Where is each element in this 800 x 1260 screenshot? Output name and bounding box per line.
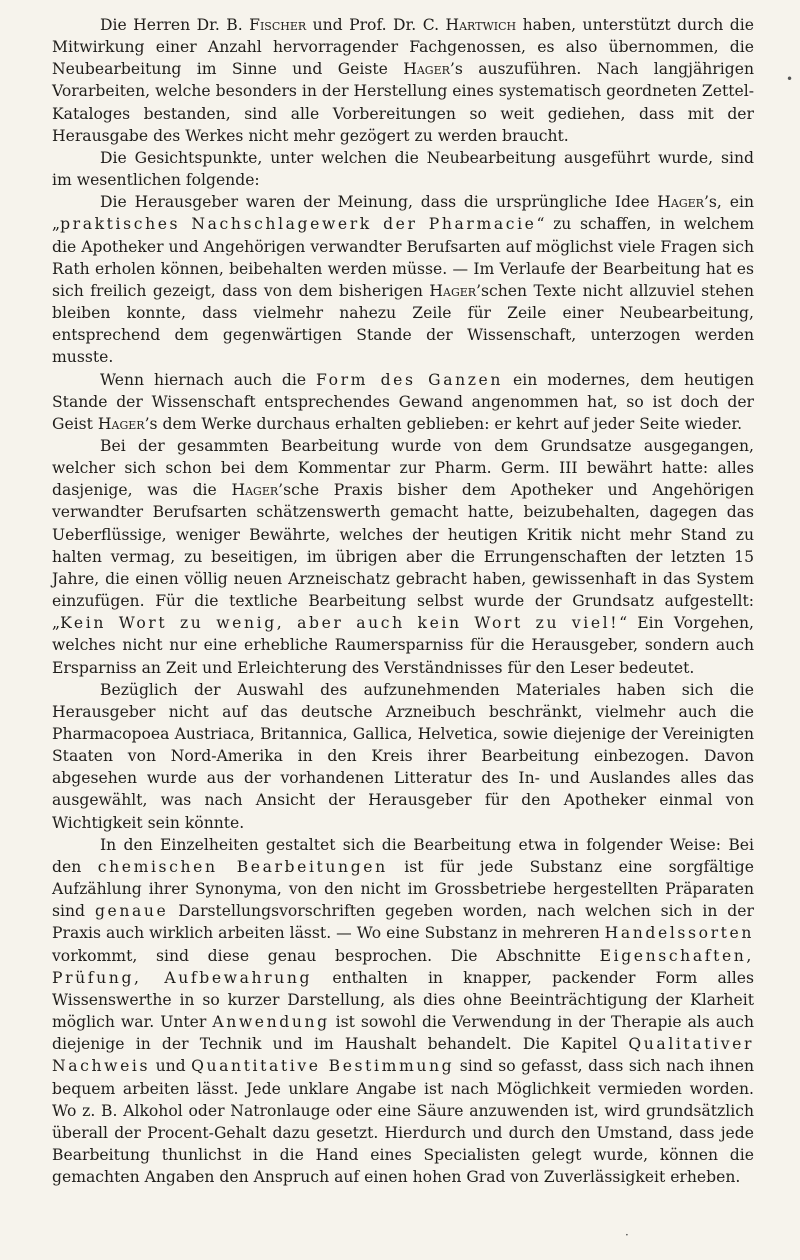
spaced-emphasis: Eigenschaften, Prüfung, Aufbewahrung	[52, 946, 754, 987]
spaced-emphasis: Qualitativer Nachweis	[52, 1035, 754, 1076]
text-run: “ zu schaffen, in welchem die Apotheker und Angehörigen verwandter Berufsarten auf möglichst viele Fragen sich Rath erholen können, beibehalten werden müsse. — Im Verlaufe der Bearbeitung hat es sich freilich gezeigt, dass von dem bisherigen	[52, 215, 754, 300]
text-run: ’s, ein „	[52, 193, 754, 234]
document-body	[52, 14, 754, 1188]
text-run: Wenn hiernach auch die	[100, 370, 317, 389]
text-run: ein modernes, dem heutigen Stande der Wissenschaft entsprechendes Gewand angenommen hat, so ist doch der Geist	[52, 370, 754, 433]
paragraph	[52, 14, 754, 147]
text-run: ist sowohl die Verwendung in der Therapie als auch diejenige in der Technik und im Haushalt behandelt. Die Kapitel	[52, 1013, 755, 1054]
text-run: ’sche Praxis bisher dem Apotheker und Angehörigen verwandter Berufsarten schätzenswerth gemacht hatte, beizubehalten, dagegen das Ueberflüssige, weniger Bewährte, welches der heutigen Kritik nicht mehr Stand zu halten vermag, zu beseitigen, im übrigen aber die Errungenschaften der letzten 15 Jahre, die einen völlig neuen Arzneischatz gebracht haben, gewissenhaft in das System einzufügen. Für die textliche Bearbeitung selbst wurde der Grundsatz aufgestellt: „	[52, 481, 755, 633]
text-run: “ Ein Vorgehen, welches nicht nur eine erhebliche Raumersparniss für die Herausgeber, sondern auch Ersparniss an Zeit und Erleichterung des Verständnisses für den Leser bedeutet.	[52, 614, 755, 677]
small-caps-name: Hager	[429, 281, 477, 300]
text-run: sind so gefasst, dass sich nach ihnen bequem arbeiten lässt. Jede unklare Angabe ist nach Möglichkeit vermieden worden. Wo z. B. Alkohol oder Natronlauge oder eine Säure anzuwenden ist, wird grundsätzlich überall der Procent-Gehalt dazu gesetzt. Hierdurch und durch den Umstand, dass jede Bearbeitung thunlichst in die Hand eines Specialisten gelegt wurde, können die gemachten Angaben den Anspruch auf einen hohen Grad von Zuverlässigkeit erheben.	[52, 1057, 755, 1187]
spaced-emphasis: praktisches Nachschlagewerk der Pharmacie	[60, 215, 537, 234]
spaced-emphasis: Form des Ganzen	[316, 370, 504, 389]
spaced-emphasis: Anwendung	[212, 1013, 330, 1032]
spaced-emphasis: genaue	[94, 902, 169, 921]
paragraph	[52, 147, 754, 191]
text-run: Darstellungsvorschriften gegeben worden, nach welchen sich in der Praxis auch wirklich arbeiten lässt. — Wo eine Substanz in mehreren	[52, 902, 754, 943]
spaced-emphasis: Kein Wort zu wenig, aber auch kein Wort zu viel!	[60, 614, 620, 633]
small-caps-name: Fischer	[249, 16, 307, 34]
paragraph	[52, 369, 754, 435]
text-run: Die Herren Dr. B.	[100, 16, 250, 34]
small-caps-name: Hager	[231, 481, 279, 500]
text-run: Bezüglich der Auswahl des aufzunehmenden Materiales haben sich die Herausgeber nicht auf das deutsche Arzneibuch beschränkt, vielmehr auch die Pharmacopoea Austriaca, Britannica, Gallica, Helvetica, sowie diejenige der Vereinigten Staaten von Nord-Amerika in den Kreis ihrer Bearbeitung einbezogen. Davon abgesehen wurde aus der vorhandenen Litteratur des In- und Auslandes alles das ausgewählt, was nach Ansicht der Herausgeber für den Apotheker einmal von Wichtigkeit sein könnte.	[52, 680, 754, 832]
text-run: ’s dem Werke durchaus erhalten geblieben: er kehrt auf jeder Seite wieder.	[144, 414, 743, 433]
small-caps-name: Hager	[97, 414, 145, 433]
text-run: vorkommt, sind diese genau besprochen. Die Abschnitte	[52, 946, 600, 965]
small-caps-name: Hartwich	[445, 16, 517, 34]
small-caps-name: Hager	[403, 60, 450, 79]
text-run: und	[150, 1057, 192, 1076]
text-run: ist für jede Substanz eine sorgfältige Aufzählung ihrer Synonyma, von den nicht im Grossbetriebe hergestellten Präparaten sind	[52, 857, 754, 921]
spaced-emphasis: Handelssorten	[604, 924, 754, 943]
text-run: Bei der gesammten Bearbeitung wurde von dem Grundsatze ausgegangen, welcher sich schon bei dem Kommentar zur Pharm. Germ. III bewährt hatte: alles dasjenige, was die	[52, 436, 754, 500]
text-run: ’s auszuführen. Nach langjährigen Vorarbeiten, welche besonders in der Herstellung eines systematisch geordneten Zettel-Kataloges bestanden, sind alle Vorbereitungen so weit gediehen, dass mit der Herausgabe des Werkes nicht mehr gezögert zu werden braucht.	[52, 60, 754, 145]
text-run: ’schen Texte nicht allzuviel stehen bleiben konnte, dass vielmehr nahezu Zeile für Zeile einer Neubearbeitung, entsprechend dem gegenwärtigen Stande der Wissenschaft, unterzogen werden musste.	[52, 281, 754, 367]
margin-speck-mark: •	[786, 72, 794, 86]
spaced-emphasis: chemischen Bearbeitungen	[97, 857, 388, 876]
end-speck-mark: ·	[625, 1228, 629, 1242]
text-run: enthalten in knapper, packender Form alles Wissenswerthe in so kurzer Darstellung, als dies ohne Beeinträchtigung der Klarheit möglich war. Unter	[52, 968, 754, 1032]
spaced-emphasis: Quantitative Bestimmung	[191, 1057, 455, 1076]
paragraph	[52, 679, 754, 834]
paragraph	[52, 191, 754, 368]
text-run: haben, unterstützt durch die Mitwirkung einer Anzahl hervorragender Fachgenossen, es also übernommen, die Neubearbeitung im Sinne und Geiste	[52, 16, 754, 79]
text-run: Die Gesichtspunkte, unter welchen die Neubearbeitung ausgeführt wurde, sind im wesentlichen folgende:	[52, 148, 754, 190]
paragraph	[52, 834, 754, 1189]
text-run: In den Einzelheiten gestaltet sich die Bearbeitung etwa in folgender Weise: Bei den	[52, 835, 754, 876]
paragraph	[52, 435, 754, 679]
small-caps-name: Hager	[657, 193, 704, 212]
text-run: und Prof. Dr. C.	[306, 16, 446, 34]
text-run: Die Herausgeber waren der Meinung, dass die ursprüngliche Idee	[100, 193, 658, 212]
